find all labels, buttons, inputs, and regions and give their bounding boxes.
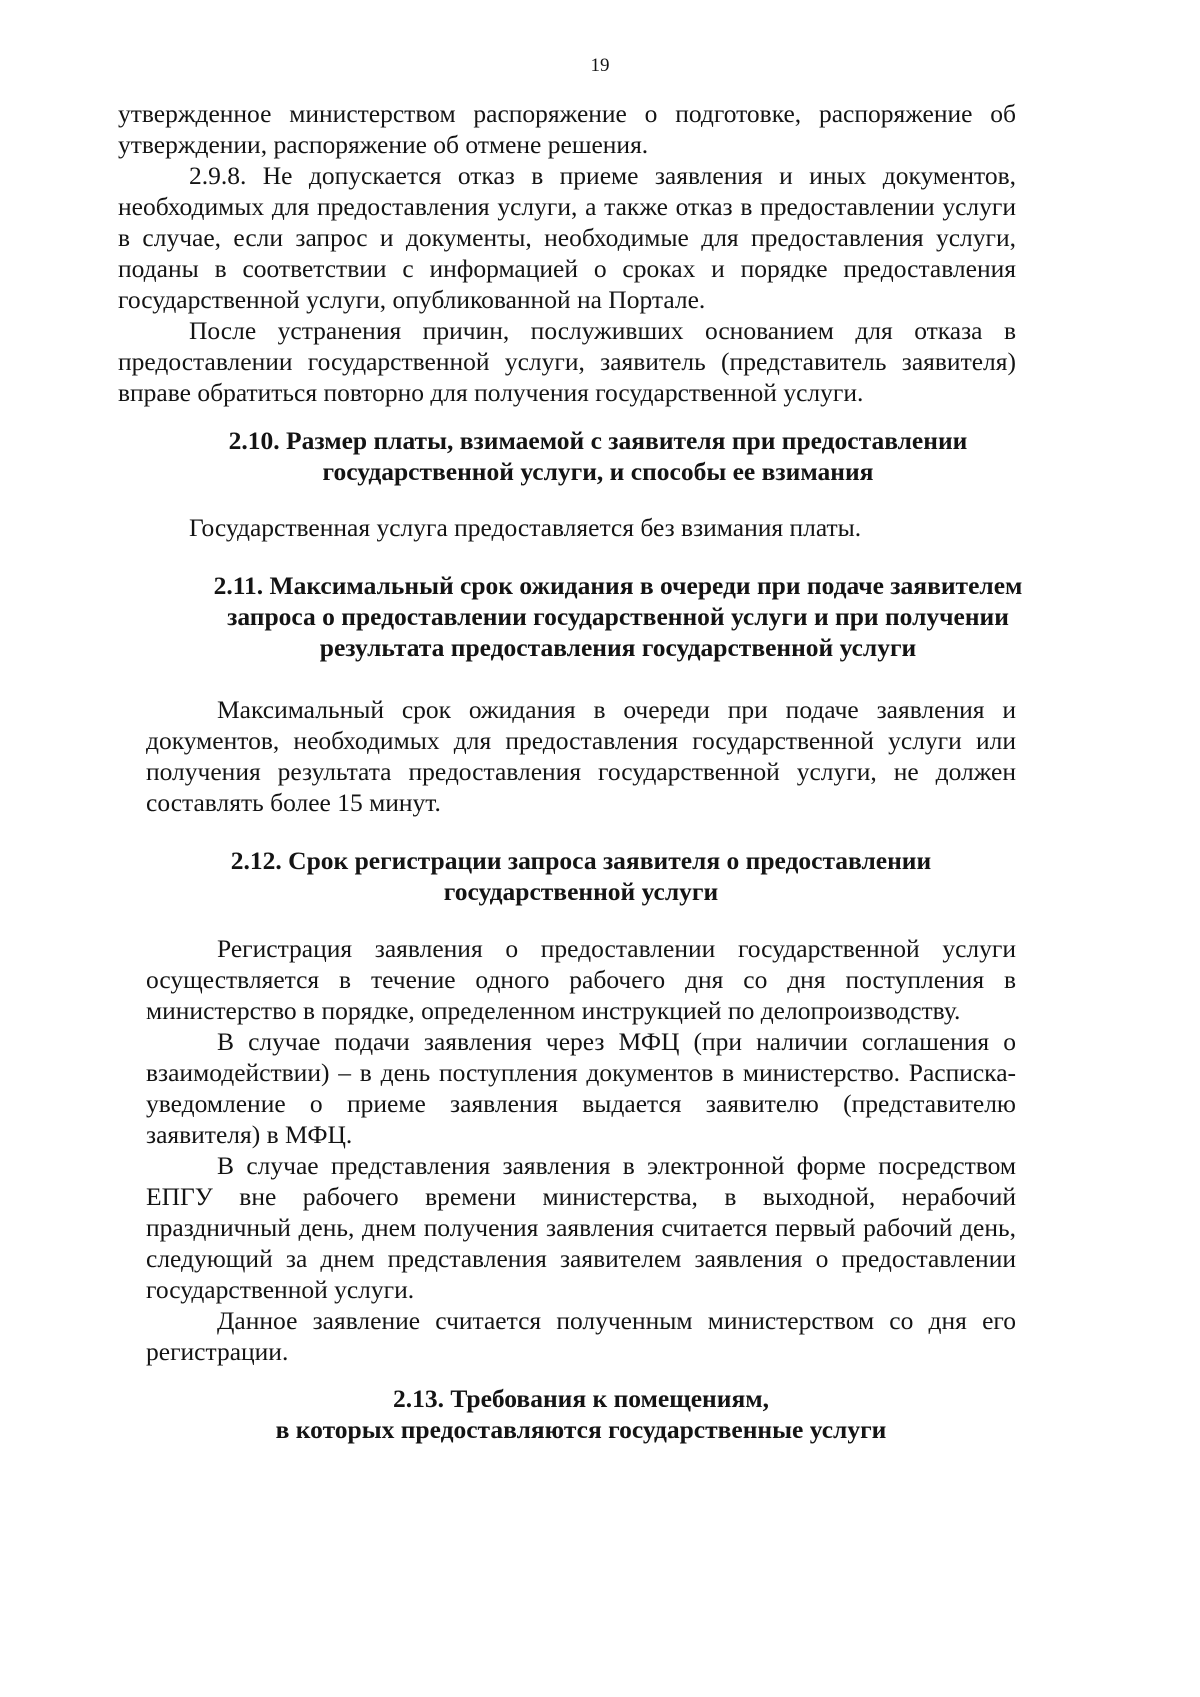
paragraph: Регистрация заявления о предоставлении государственной услуги осуществляется в течение одного рабочего дня со дня поступления в министерство в порядке, определенном инструкцией по делопроизводству. [146, 934, 1016, 1025]
page-number: 19 [590, 55, 610, 76]
heading-line: 2.13. Требования к помещениям, [392, 1384, 769, 1413]
paragraph: Максимальный срок ожидания в очереди при подаче заявления и документов, необходимых для предоставления государственной услуги или получения результата предоставления государственной услуги, не должен составлять более 15 минут. [146, 695, 1016, 817]
intro-section [118, 98, 1016, 408]
paragraph: После устранения причин, послуживших основанием для отказа в предоставлении государственной услуги, заявитель (представитель заявителя) вправе обратиться повторно для получения государственной услуги. [118, 316, 1016, 407]
section-2-12-heading [146, 845, 1016, 907]
section-2-12-body [146, 933, 1016, 1367]
section-2-13-heading [146, 1383, 1016, 1445]
heading-line: в которых предоставляются государственные услуги [275, 1415, 887, 1444]
heading-line: государственной услуги, и способы ее взимания [322, 457, 874, 486]
paragraph-2-9-8: 2.9.8. Не допускается отказ в приеме заявления и иных документов, необходимых для предоставления услуги, а также отказ в предоставлении услуги в случае, если запрос и документы, необходимые для предоставления услуги, поданы в соответствии с информацией о сроках и порядке предоставления государственной услуги, опубликованной на Портале. [118, 161, 1016, 314]
section-2-10-heading [118, 425, 1078, 487]
heading-line: 2.11. Максимальный срок ожидания в очереди при подаче заявителем [213, 571, 1023, 600]
heading-line: 2.12. Срок регистрации запроса заявителя о предоставлении [230, 846, 932, 875]
section-2-11-body [146, 694, 1016, 818]
paragraph: Данное заявление считается полученным министерством со дня его регистрации. [146, 1306, 1016, 1366]
heading-line: запроса о предоставлении государственной услуги и при получении [227, 602, 1009, 631]
heading-line: результата предоставления государственной услуги [319, 633, 917, 662]
paragraph: Государственная услуга предоставляется без взимания платы. [189, 513, 862, 542]
section-2-11-heading [118, 570, 1118, 663]
paragraph: В случае подачи заявления через МФЦ (при наличии соглашения о взаимодействии) – в день поступления документов в министерство. Расписка-уведомление о приеме заявления выдается заявителю (представителю заявителя) в МФЦ. [146, 1027, 1016, 1149]
heading-line: 2.10. Размер платы, взимаемой с заявителя при предоставлении [228, 426, 968, 455]
paragraph: утвержденное министерством распоряжение о подготовке, распоряжение об утверждении, распоряжение об отмене решения. [118, 99, 1016, 159]
heading-line: государственной услуги [443, 877, 719, 906]
paragraph: В случае представления заявления в электронной форме посредством ЕПГУ вне рабочего времени министерства, в выходной, нерабочий праздничный день, днем получения заявления считается первый рабочий день, следующий за днем представления заявителем заявления о предоставлении государственной услуги. [146, 1151, 1016, 1304]
section-2-10-body [118, 512, 1016, 543]
